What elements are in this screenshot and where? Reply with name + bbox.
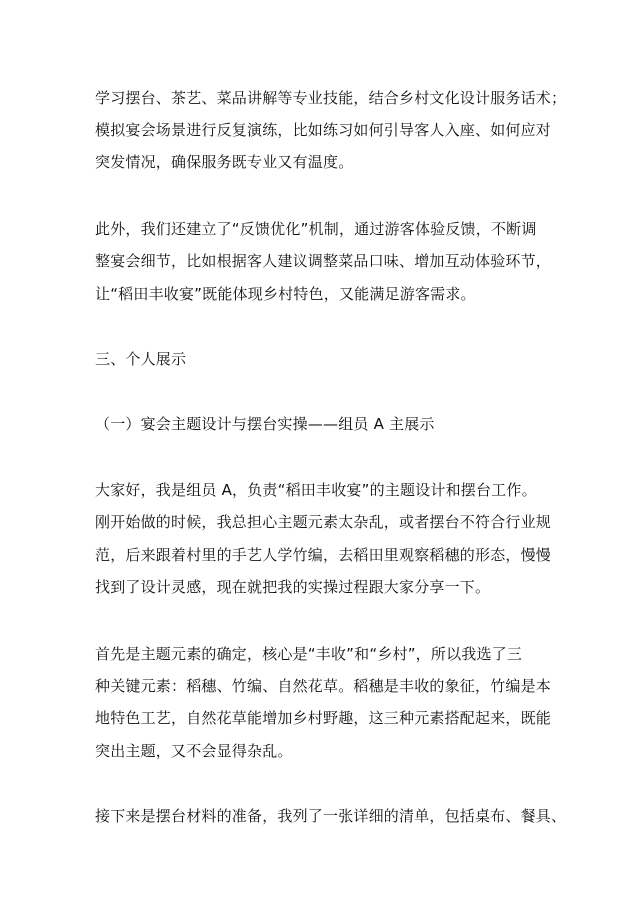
text-line: 突出主题，又不会显得杂乱。 (95, 742, 293, 760)
subsection-heading: （一）宴会主题设计与摆台实操——组员 A 主展示 (95, 415, 435, 433)
text-line: 让“稻田丰收宴”既能体现乡村特色，又能满足游客需求。 (95, 285, 476, 303)
text-line: 刚开始做的时候，我总担心主题元素太杂乱，或者摆台不符合行业规 (95, 513, 552, 531)
text-line: 首先是主题元素的确定，核心是“丰收”和“乡村”，所以我选了三 (95, 645, 523, 663)
text-line: 范，后来跟着村里的手艺人学竹编，去稻田里观察稻穗的形态，慢慢 (95, 546, 552, 564)
section-heading: 三、个人展示 (95, 350, 187, 368)
text-line: 学习摆台、茶艺、菜品讲解等专业技能，结合乡村文化设计服务话术； (95, 89, 567, 107)
text-line: 找到了设计灵感，现在就把我的实操过程跟大家分享一下。 (95, 578, 491, 596)
text-line: 此外，我们还建立了“反馈优化”机制，通过游客体验反馈，不断调 (95, 220, 537, 238)
text-line: 突发情况，确保服务既专业又有温度。 (95, 153, 354, 171)
text-line: 整宴会细节，比如根据客人建议调整菜品口味、增加互动体验环节， (95, 252, 552, 270)
text-line: 接下来是摆台材料的准备，我列了一张详细的清单，包括桌布、餐具、 (95, 807, 567, 825)
text-line: 模拟宴会场景进行反复演练，比如练习如何引导客人入座、如何应对 (95, 121, 552, 139)
text-line: 地特色工艺，自然花草能增加乡村野趣，这三种元素搭配起来，既能 (95, 709, 552, 727)
text-line: 种关键元素：稻穗、竹编、自然花草。稻穗是丰收的象征，竹编是本 (95, 677, 552, 695)
text-line: 大家好，我是组员 A，负责“稻田丰收宴”的主题设计和摆台工作。 (95, 481, 537, 499)
